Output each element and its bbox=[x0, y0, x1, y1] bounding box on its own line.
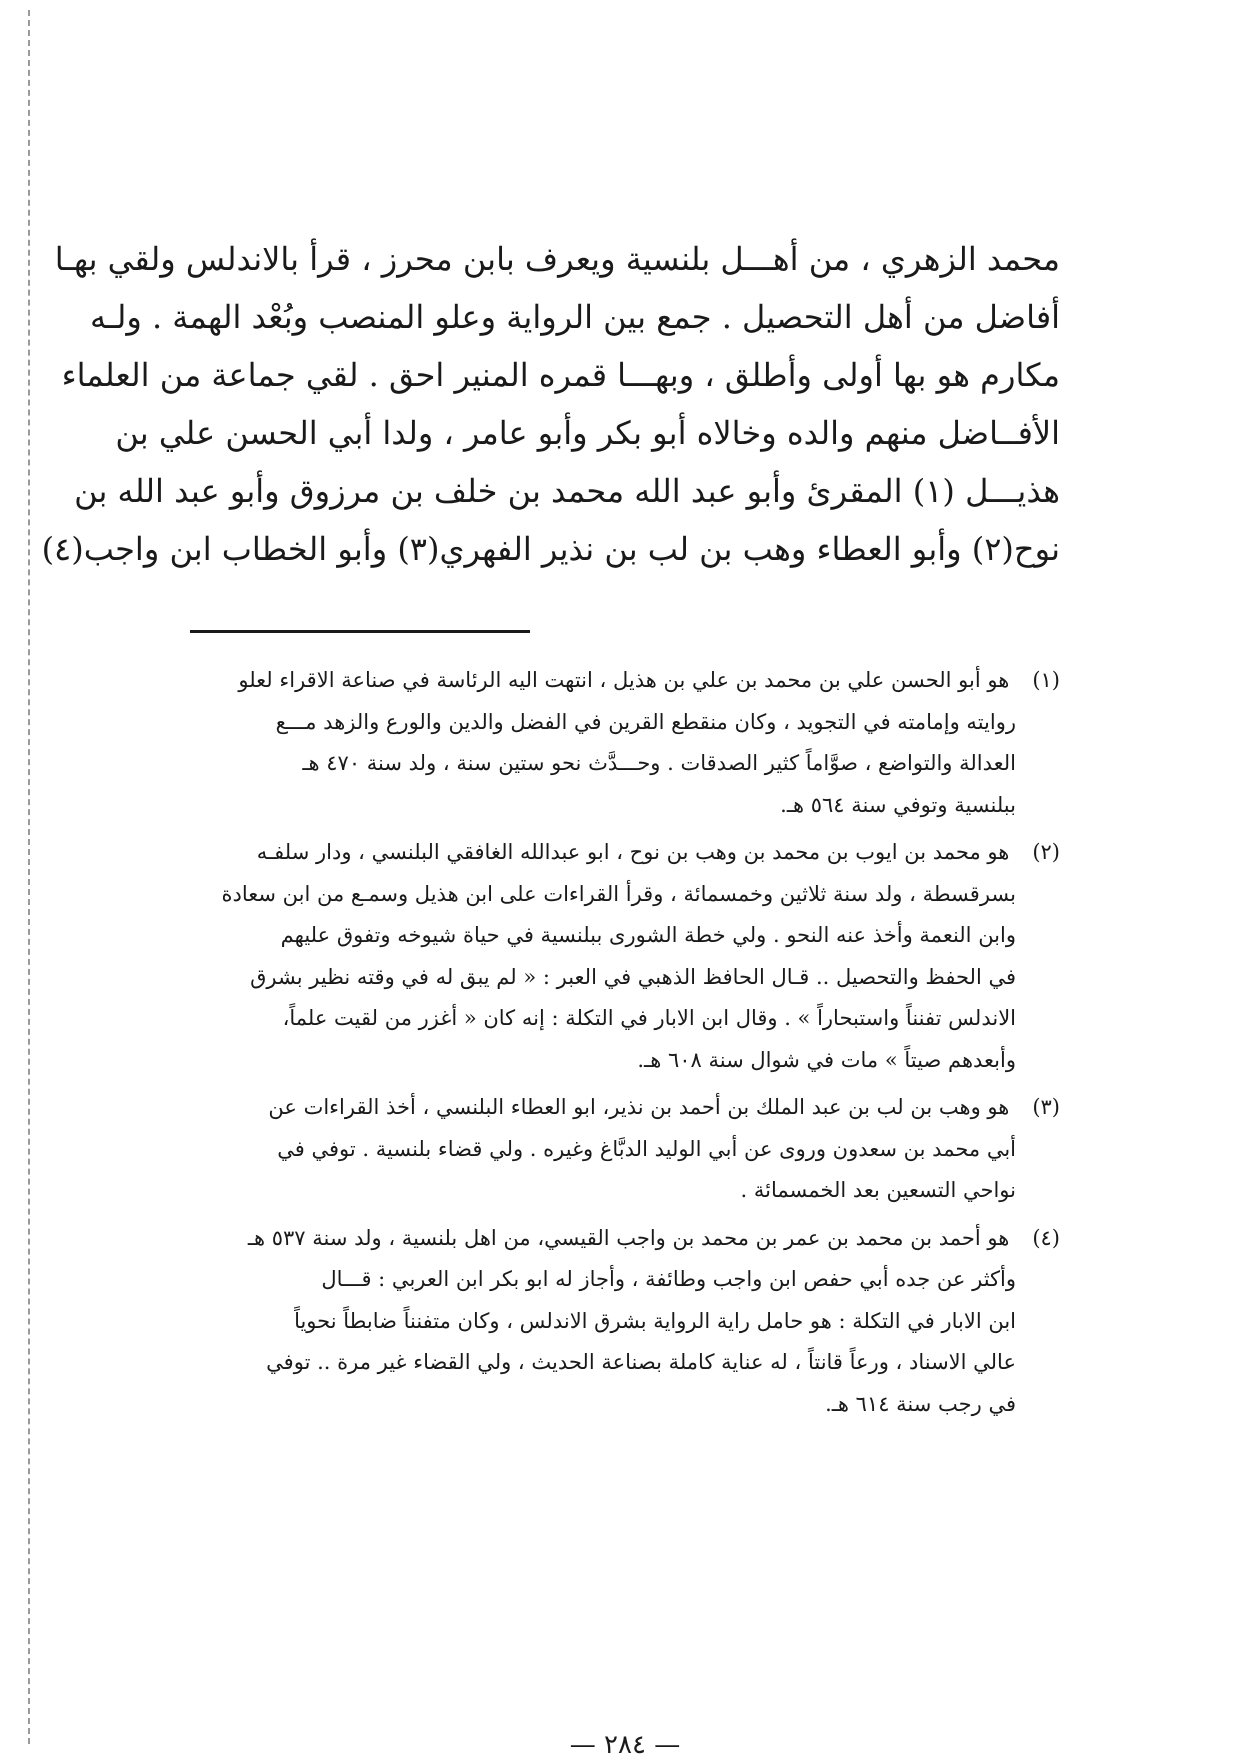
footnote-line: هو وهب بن لب بن عبد الملك بن أحمد بن نذير، ابو العطاء البلنسي ، أخذ القراءات عن bbox=[268, 1095, 1010, 1119]
footnote-number: (٤) bbox=[1032, 1225, 1060, 1250]
footnote-2 bbox=[190, 832, 1060, 1081]
footnote-line: العدالة والتواضع ، صوَّاماً كثير الصدقات . وحـــدَّث نحو ستين سنة ، ولد سنة ٤٧٠ هـ bbox=[302, 751, 1016, 775]
footnote-number: (١) bbox=[1032, 668, 1060, 692]
footnote-line: أبي محمد بن سعدون وروى عن أبي الوليد الدبَّاغ وغيره . ولي قضاء بلنسية . توفي في bbox=[277, 1136, 1016, 1161]
footnote-line: هو أبو الحسن علي بن محمد بن علي بن هذيل ، انتهت اليه الرئاسة في صناعة الاقراء لعلو bbox=[238, 668, 1010, 692]
footnote-3 bbox=[190, 1087, 1060, 1212]
main-text bbox=[41, 230, 1060, 578]
footnote-line: وابن النعمة وأخذ عنه النحو . ولي خطة الشورى ببلنسية في حياة شيوخه وتفوق عليهم bbox=[280, 923, 1016, 947]
footnote-line: وأكثر عن جده أبي حفص ابن واجب وطائفة ، وأجاز له ابو بكر ابن العربي : قـــال bbox=[321, 1267, 1016, 1291]
footnote-line: ابن الابار في التكلة : هو حامل راية الرواية بشرق الاندلس ، وكان متفنناً ضابطاً نحوياً bbox=[294, 1308, 1016, 1333]
footnote-line: في الحفظ والتحصيل .. قـال الحافظ الذهبي في العبر : « لم يبق له في وقته نظير بشرق bbox=[250, 964, 1016, 989]
document-page bbox=[41, 230, 1060, 1760]
scan-edge-line bbox=[28, 10, 30, 1744]
footnote-line: ببلنسية وتوفي سنة ٥٦٤ هـ. bbox=[780, 792, 1016, 817]
footnote-line: بسرقسطة ، ولد سنة ثلاثين وخمسمائة ، وقرأ القراءات على ابن هذيل وسمـع من ابن سعادة bbox=[221, 881, 1016, 906]
footnote-line: في رجب سنة ٦١٤ هـ. bbox=[825, 1391, 1016, 1416]
main-text-line: الأفــاضل منهم والده وخالاه أبو بكر وأبو عامر ، ولدا أبي الحسن علي بن bbox=[115, 414, 1060, 452]
footnote-number: (٣) bbox=[1032, 1095, 1060, 1119]
footnote-line: روايته وإمامته في التجويد ، وكان منقطع القرين في الفضل والدين والورع والزهد مـــع bbox=[275, 709, 1016, 734]
footnote-line: وأبعدهم صيتاً » مات في شوال سنة ٦٠٨ هـ. bbox=[637, 1047, 1016, 1072]
footnote-4 bbox=[190, 1218, 1060, 1426]
page-number: — ٢٨٤ — bbox=[569, 1730, 681, 1760]
main-text-line: مكارم هو بها أولى وأطلق ، وبهـــا قمره المنير احق . لقي جماعة من العلماء bbox=[61, 356, 1060, 394]
footnote-line: هو أحمد بن محمد بن عمر بن محمد بن واجب القيسي، من اهل بلنسية ، ولد سنة ٥٣٧ هـ bbox=[247, 1225, 1010, 1250]
footnote-1 bbox=[190, 660, 1060, 826]
footnote-line: نواحي التسعين بعد الخمسمائة . bbox=[740, 1178, 1016, 1202]
main-text-line: أفاضل من أهل التحصيل . جمع بين الرواية وعلو المنصب وبُعْد الهمة . ولـه bbox=[90, 298, 1060, 336]
footnote-line: عالي الاسناد ، ورعاً قانتاً ، له عناية كاملة بصناعة الحديث ، ولي القضاء غير مرة .. توفي bbox=[266, 1350, 1016, 1374]
footnote-number: (٢) bbox=[1032, 840, 1060, 864]
footnotes bbox=[190, 660, 1060, 1431]
footnote-line: هو محمد بن ايوب بن محمد بن وهب بن نوح ، ابو عبدالله الغافقي البلنسي ، ودار سلفـه bbox=[256, 840, 1010, 864]
footnote-separator bbox=[190, 630, 530, 633]
main-text-line: نوح(٢) وأبو العطاء وهب بن لب بن نذير الفهري(٣) وأبو الخطاب ابن واجب(٤) bbox=[41, 530, 1060, 568]
main-text-line: هذيـــل (١) المقرئ وأبو عبد الله محمد بن خلف بن مرزوق وأبو عبد الله بن bbox=[74, 472, 1060, 510]
footnote-line: الاندلس تفنناً واستبحاراً » . وقال ابن الابار في التكلة : إنه كان « أغزر من لقيت علماً، bbox=[282, 1006, 1016, 1030]
main-text-line: محمد الزهري ، من أهـــل بلنسية ويعرف بابن محرز ، قرأ بالاندلس ولقي بهـا bbox=[54, 240, 1060, 278]
